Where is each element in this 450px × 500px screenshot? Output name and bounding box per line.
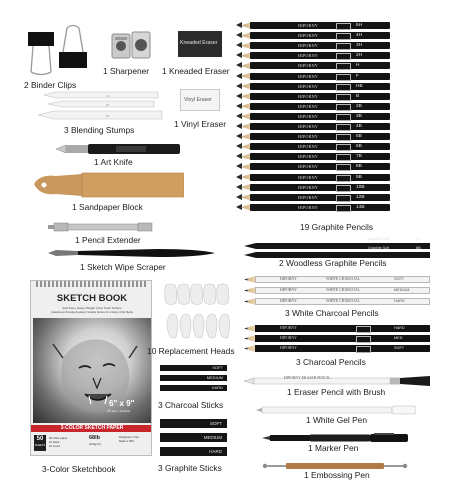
pencil-brand: HIPORNY — [280, 299, 297, 303]
graphite-pencil — [236, 194, 390, 201]
graphite-pencil-grade: HB — [356, 83, 363, 89]
pencil-brand: HIPORNY — [280, 277, 297, 281]
sharpener — [110, 28, 152, 62]
white-charcoal-name: WHITE CHARCOAL — [326, 288, 361, 292]
charcoal-stick — [160, 375, 227, 381]
marker-pen-caption: 1 Marker Pen — [308, 443, 359, 453]
sandpaper-block — [34, 170, 184, 200]
graphite-pencil — [236, 22, 390, 29]
charcoal-pencil — [244, 325, 430, 332]
vinyl-eraser — [180, 89, 220, 111]
blending-stumps-caption: 3 Blending Stumps — [64, 125, 135, 135]
pencil-brand: HIPORNY — [298, 154, 319, 160]
white-charcoal-grade: MEDIUM — [394, 288, 410, 292]
woodless-label: Graphite Soft — [368, 237, 390, 241]
graphite-pencil-grade: 14B — [356, 204, 365, 210]
pencil-brand: HIPORNY — [298, 194, 319, 200]
kneaded-eraser-label: Kneaded Eraser — [180, 40, 218, 46]
made-note: Designed in USA — [119, 436, 139, 439]
graphite-pencil-grade: 3B — [356, 113, 362, 119]
spiral-binding-icon — [31, 280, 152, 288]
sandpaper-block-caption: 1 Sandpaper Block — [72, 202, 143, 212]
pencil-brand: HIPORNY — [280, 326, 297, 330]
marker-pen-icon — [262, 433, 408, 443]
sketch-wipe-scraper-caption: 1 Sketch Wipe Scraper — [80, 262, 166, 272]
white-charcoal-name: WHITE CHARCOAL — [326, 299, 361, 303]
woodless-label: Graphite Soft — [368, 246, 390, 250]
svg-text:#2: #2 — [106, 103, 110, 107]
graphite-pencil-grade: 8B — [356, 164, 362, 170]
paper-weight: 68lb — [89, 435, 101, 441]
pencil-brand: HIPORNY — [298, 53, 319, 59]
sheets-count: 50 — [36, 436, 44, 442]
charcoal-pencils-caption: 3 Charcoal Pencils — [296, 357, 366, 367]
charcoal-stick-grade: SOFT — [212, 365, 223, 370]
graphite-pencil-grade: 10B — [356, 184, 365, 190]
pencil-brand: HIPORNY — [298, 124, 319, 129]
embossing-pen-icon — [262, 462, 408, 470]
charcoal-pencil-grade: HARD — [394, 326, 405, 330]
charcoal-pencil — [244, 335, 430, 342]
white-charcoal-pencil — [244, 298, 430, 305]
graphite-pencil — [236, 62, 390, 69]
graphite-pencil-grade: 4B — [356, 124, 362, 129]
sketchbook-features: Acid Free | Heavy Weight | Fine Tooth Surface — [62, 306, 122, 310]
graphite-stick — [160, 419, 227, 428]
graphite-stick-grade: SOFT — [210, 421, 222, 426]
replacement-heads — [162, 283, 230, 341]
charcoal-sticks-caption: 3 Charcoal Sticks — [158, 400, 224, 410]
woodless-grade: 6B — [416, 246, 421, 250]
graphite-pencil-grade: 2H — [356, 53, 363, 59]
white-charcoal-pencil — [244, 287, 430, 294]
binder-clip-icon — [25, 24, 95, 76]
sketchbook-title: SKETCH BOOK — [56, 293, 128, 304]
charcoal-pencil — [244, 345, 430, 352]
graphite-pencil — [236, 163, 390, 170]
graphite-stick — [160, 447, 227, 456]
paper-line-2: 10 black — [49, 440, 60, 444]
pencil-brand: HIPORNY — [280, 288, 297, 292]
charcoal-stick — [160, 385, 227, 391]
sheets-badge — [34, 435, 46, 451]
graphite-pencil-grade: 12B — [356, 194, 365, 200]
kneaded-eraser — [178, 31, 222, 57]
white-gel-pen — [256, 402, 416, 412]
white-charcoal-name: WHITE CHARCOAL — [326, 277, 361, 281]
sketchbook-band-label: 3-COLOR SKETCH PAPER — [60, 425, 124, 431]
replacement-head-icon — [162, 283, 230, 341]
pencil-brand: HIPORNY — [298, 73, 319, 79]
sketchbook — [30, 280, 152, 456]
pencil-extender-caption: 1 Pencil Extender — [75, 235, 141, 245]
white-charcoal-grade: SOFT — [394, 277, 405, 281]
graphite-stick-grade: HARD — [209, 449, 222, 454]
made-note-2: Made in PRC — [119, 440, 135, 443]
binder-clips-caption: 2 Binder Clips — [24, 80, 77, 90]
graphite-pencil-grade: 3H — [356, 43, 363, 49]
binder-clips — [25, 24, 95, 76]
woodless-grade: 4B — [416, 237, 421, 241]
graphite-pencil — [236, 153, 390, 160]
vinyl-eraser-label: Vinyl Eraser — [184, 97, 212, 103]
charcoal-stick-grade: HARD — [211, 385, 223, 390]
eraser-pencil-caption: 1 Eraser Pencil with Brush — [287, 387, 386, 397]
woodless-pencils-caption: 2 Woodless Graphite Pencils — [279, 258, 387, 268]
graphite-pencil — [236, 113, 390, 120]
sketchbook-caption: 3-Color Sketchbook — [42, 464, 116, 474]
charcoal-pencil-grade: MED — [394, 336, 403, 340]
graphite-pencil-grade: 5H — [356, 23, 363, 28]
graphite-pencil — [236, 123, 390, 130]
eraser-pencil-text: HIPORNY ERASER PENCIL — [284, 376, 331, 380]
sketchbook-size-sub: (15.2cm x 22.9cm) — [107, 409, 131, 413]
graphite-sticks-caption: 3 Graphite Sticks — [158, 463, 222, 473]
sandpaper-block-icon — [34, 170, 184, 200]
graphite-pencil-grade: 7B — [356, 154, 362, 160]
white-gel-pen-caption: 1 White Gel Pen — [306, 415, 367, 425]
pencil-brand: HIPORNY — [298, 33, 319, 39]
pencil-extender-icon — [48, 222, 154, 232]
graphite-pencil-grade: B — [356, 93, 360, 99]
graphite-pencil-grade: F — [356, 73, 359, 79]
graphite-pencil — [236, 83, 390, 90]
knife-icon — [56, 143, 182, 155]
graphite-pencil — [236, 42, 390, 49]
graphite-pencil — [236, 133, 390, 140]
vinyl-eraser-caption: 1 Vinyl Eraser — [174, 119, 226, 129]
blending-stumps — [36, 91, 170, 121]
kneaded-eraser-caption: 1 Kneaded Eraser — [162, 66, 230, 76]
pencil-brand: HIPORNY — [298, 144, 319, 150]
pencil-brand: HIPORNY — [298, 93, 319, 99]
sketchbook-size: 6" x 9" — [109, 399, 135, 408]
charcoal-stick — [160, 365, 227, 371]
white-charcoal-grade: HARD — [394, 299, 405, 303]
pencil-brand: HIPORNY — [298, 103, 319, 109]
graphite-stick — [160, 433, 227, 442]
graphite-pencil — [236, 32, 390, 39]
pencil-brand: HIPORNY — [298, 134, 319, 140]
graphite-pencil — [236, 93, 390, 100]
marker-pen — [262, 430, 408, 440]
scraper-icon — [48, 246, 216, 260]
sketch-wipe-scraper — [48, 246, 216, 260]
pencil-brand: HIPORNY — [298, 113, 319, 119]
eraser-pencil — [244, 373, 430, 383]
art-knife-caption: 1 Art Knife — [94, 157, 133, 167]
svg-text:#1: #1 — [106, 94, 110, 98]
charcoal-pencil-grade: SOFT — [394, 346, 405, 350]
graphite-pencil-grade: 5B — [356, 134, 362, 140]
pencil-brand: HIPORNY — [298, 184, 319, 190]
blending-stump-icon — [36, 91, 170, 121]
paper-line-3: 10 toned — [49, 444, 60, 448]
woodless-pencil — [244, 236, 430, 242]
woodless-pencil — [244, 245, 430, 251]
graphite-pencil-grade: 4H — [356, 33, 363, 39]
sharpener-caption: 1 Sharpener — [103, 66, 150, 76]
pencil-brand: HIPORNY — [298, 204, 319, 210]
graphite-pencil — [236, 103, 390, 110]
pencil-brand: HIPORNY — [280, 346, 297, 350]
graphite-pencil-grade: 9B — [356, 174, 362, 180]
gel-pen-icon — [256, 405, 416, 415]
art-knife — [56, 142, 182, 154]
graphite-pencil-grade: H — [356, 63, 360, 69]
pencil-brand: HIPORNY — [298, 63, 319, 69]
pencil-brand: HIPORNY — [298, 83, 319, 89]
white-charcoal-pencil — [244, 276, 430, 283]
sharpener-icon — [110, 28, 152, 62]
graphite-pencil-grade: 2B — [356, 103, 362, 109]
pencil-brand: HIPORNY — [298, 164, 319, 170]
graphite-pencils-caption: 19 Graphite Pencils — [300, 222, 374, 232]
replacement-heads-caption: 10 Replacement Heads — [147, 346, 235, 356]
graphite-pencil — [236, 174, 390, 181]
graphite-stick-grade: MEDIUM — [203, 435, 222, 440]
pencil-brand: HIPORNY — [298, 23, 319, 28]
pencil-brand: HIPORNY — [280, 336, 297, 340]
graphite-pencil-grade: 6B — [356, 144, 362, 150]
graphite-pencil — [236, 184, 390, 191]
svg-text:#3: #3 — [106, 114, 110, 118]
charcoal-stick-grade: MEDIUM — [206, 375, 223, 380]
white-charcoal-pencils-caption: 3 White Charcoal Pencils — [285, 308, 379, 318]
sheets-label: SHEETS — [34, 444, 46, 447]
paper-line-1: 30 white paper — [49, 436, 68, 440]
graphite-pencil — [236, 52, 390, 59]
sketchbook-band — [31, 425, 152, 432]
embossing-pen — [262, 457, 408, 465]
eraser-pencil-icon — [244, 376, 430, 386]
graphite-pencil — [236, 73, 390, 80]
sketchbook-features-2: Erasable and Smudge Resistant | Suitable Surface for a Variety of Dry Media — [51, 311, 133, 314]
pencil-extender — [48, 219, 154, 229]
embossing-pen-caption: 1 Embossing Pen — [304, 470, 370, 480]
graphite-pencil — [236, 204, 390, 211]
paper-weight-sub: (100g/m²) — [89, 442, 102, 446]
pencil-brand: HIPORNY — [298, 174, 319, 180]
graphite-pencil — [236, 143, 390, 150]
pencil-brand: HIPORNY — [298, 43, 319, 49]
